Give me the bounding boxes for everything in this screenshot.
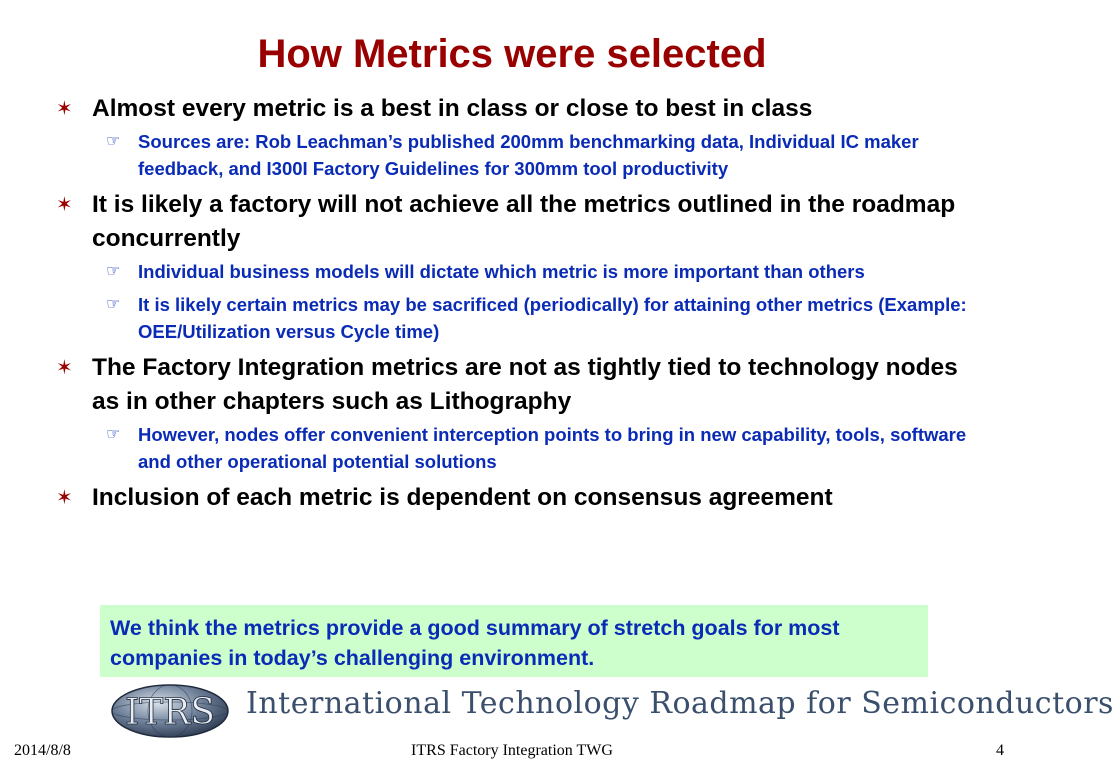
star-bullet-icon: ✶ [56,357,73,379]
star-bullet-icon: ✶ [56,487,73,509]
bullet-text: Almost every metric is a best in class or close to best in class [92,95,813,122]
footer-title: ITRS Factory Integration TWG [411,742,613,759]
footer-date: 2014/8/8 [14,742,71,759]
bullet-item [56,351,976,419]
logo-mark-text: ITRS [125,692,215,733]
itrs-logo [110,682,1114,740]
sub-bullet-text: Sources are: Rob Leachman’s published 200mm benchmarking data, Individual IC maker feedback, and I300I Factory Guidelines for 300mm tool productivity [138,131,919,179]
pointing-hand-icon: ☞ [106,133,121,150]
page-number: 4 [996,742,1004,759]
globe-logo-icon [110,684,230,738]
sub-bullet-item [56,291,976,345]
pointing-hand-icon: ☞ [106,426,121,443]
sub-bullet-text: It is likely certain metrics may be sacrificed (periodically) for attaining other metrics (Example: OEE/Utilization versus Cycle time) [138,294,967,342]
pointing-hand-icon: ☞ [106,263,121,280]
bullet-item [56,188,976,256]
slide-title: How Metrics were selected [257,32,767,76]
bullet-list [56,92,976,517]
bullet-text: Inclusion of each metric is dependent on consensus agreement [92,484,833,511]
sub-bullet-item [56,128,976,182]
sub-bullet-item [56,258,976,285]
bullet-item [56,481,976,515]
star-bullet-icon: ✶ [56,194,73,216]
sub-bullet-text: Individual business models will dictate which metric is more important than others [138,261,865,282]
bullet-text: The Factory Integration metrics are not as tightly tied to technology nodes as in other chapters such as Lithography [92,354,958,415]
callout-box: We think the metrics provide a good summary of stretch goals for most companies in today’s challenging environment. [100,605,928,677]
logo-text: International Technology Roadmap for Semiconductors [246,686,1114,721]
bullet-item [56,92,976,126]
sub-bullet-item [56,421,976,475]
pointing-hand-icon: ☞ [106,296,121,313]
sub-bullet-text: However, nodes offer convenient interception points to bring in new capability, tools, software and other operational potential solutions [138,424,967,472]
star-bullet-icon: ✶ [56,98,73,120]
bullet-text: It is likely a factory will not achieve all the metrics outlined in the roadmap concurrently [92,191,956,252]
